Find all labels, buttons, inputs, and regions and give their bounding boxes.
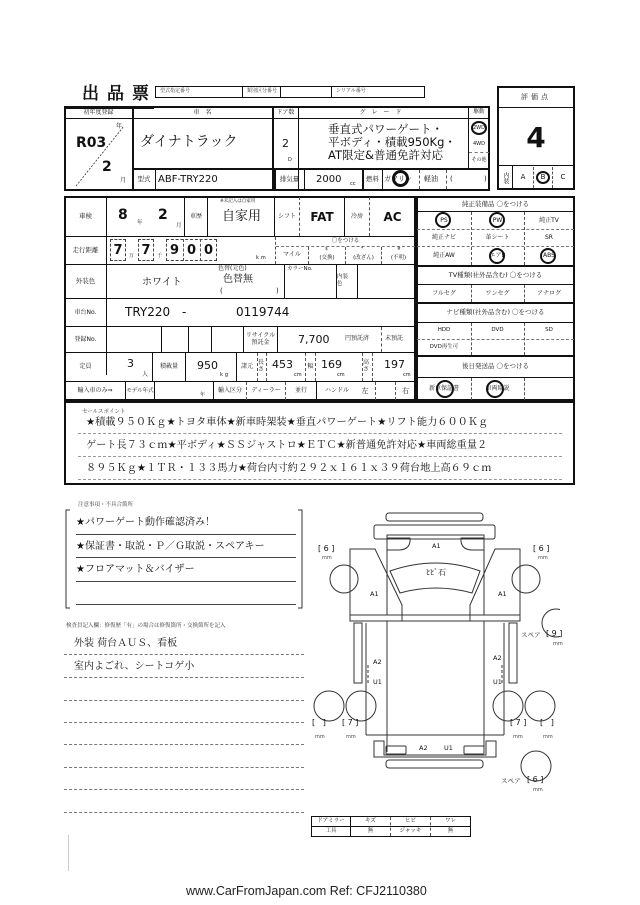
- chassis-dash: -: [182, 305, 187, 319]
- inspector-line-1: 外装 荷台ＡＵＳ、看板: [74, 638, 178, 649]
- model-label: 型式: [137, 175, 151, 184]
- first-reg-year: R03: [76, 135, 107, 151]
- load-value: 950: [197, 359, 218, 372]
- drive-sep: [469, 152, 489, 153]
- later-warranty-circle: [436, 380, 454, 398]
- interior-sep1: [533, 167, 534, 188]
- length-value: 453: [272, 358, 293, 371]
- damage-mark-a2-right: A2: [493, 654, 502, 662]
- sales-point-line-3: ８９５Ｋｇ★１ＴＲ・１３３馬力★荷台内寸約２９２ｘ１６１ｘ３９荷台地上高６９ｃｍ: [86, 463, 492, 474]
- exterior-color-label: 外装色: [75, 277, 96, 286]
- acc-break: ワレ: [444, 817, 456, 824]
- navi-hdd[interactable]: HDD: [437, 327, 451, 334]
- note-rule-1: [76, 534, 296, 535]
- note-line-2: ★保証書・取説・Ｐ／Ｇ取説・スペアキー: [76, 541, 265, 552]
- first-reg-label: 初年度登録: [83, 109, 114, 116]
- sales-point-line-1: ★積載９５０Ｋｇ★トヨタ車体★新車時架装★垂直パワーゲート★リフト能力６００Ｋｇ: [86, 417, 489, 428]
- damage-mark-a1-right: A1: [498, 590, 507, 598]
- vline-label-col: [106, 197, 107, 375]
- insp-rule-2: [64, 677, 304, 678]
- handle-label: ハンドル: [324, 387, 349, 394]
- acc-jack-label: ジャッキ: [399, 827, 422, 834]
- acc-crack: ヒビ: [404, 817, 416, 824]
- insp-rule-7: [64, 789, 304, 790]
- shift-label: シフト: [277, 212, 296, 220]
- sales-point-line-2: ゲート長７３ｃｍ★平ボディ★ＳＳジャストロ★ＥＴＣ★新普通免許対応★車両総重量２: [86, 440, 488, 451]
- tire-rear-right-outer-unit: mm: [543, 734, 553, 740]
- acc-door-mirror: ドアミラー: [317, 817, 345, 824]
- interior-label: 内装: [502, 171, 509, 184]
- vline-history-val: [207, 197, 208, 236]
- tire-spare-1-unit: mm: [553, 641, 563, 647]
- seats-value: 3: [127, 357, 134, 370]
- interior-option-a[interactable]: A: [520, 172, 526, 181]
- fuel-label: 燃料: [366, 175, 379, 184]
- load-unit: kg: [220, 372, 231, 378]
- fuel-option-diesel[interactable]: 軽油: [424, 175, 438, 183]
- month-unit: 月: [120, 177, 127, 184]
- left-rail: [354, 623, 362, 683]
- rear-light-left: [386, 746, 406, 754]
- equipment-sr[interactable]: SR: [545, 234, 553, 241]
- interior-divider: [498, 165, 574, 166]
- margin-mark: [68, 835, 69, 871]
- interior-selected-circle: [536, 171, 550, 184]
- length-unit: cm: [294, 372, 302, 378]
- insp-rule-5: [64, 744, 304, 745]
- shaken-month: 2: [158, 207, 168, 223]
- tire-front-left-depth: 6: [323, 544, 329, 553]
- front-left-wheel: [330, 565, 358, 593]
- acc-jack-value: 無: [447, 827, 454, 834]
- rear-right-outer-wheel: [525, 691, 555, 721]
- ac-label: 冷房: [350, 212, 363, 220]
- displacement-value: 2000: [316, 174, 342, 185]
- equipment-abs[interactable]: ABS: [543, 251, 555, 259]
- sales-rule-3: [78, 479, 562, 480]
- inspector-line-2: 室内よごれ、シートコゲ小: [74, 661, 195, 672]
- tire-rear-right-outer-bracket: [ ]: [540, 718, 554, 727]
- vline-import-2: [154, 382, 155, 400]
- tire-spare-1-bracket: [ 9 ]: [546, 629, 563, 638]
- tire-spare-2-bracket: [ 6 ]: [527, 775, 544, 784]
- year-unit: 年: [116, 123, 123, 130]
- tv-title: TV種類(社外品含む) 〇をつける: [448, 270, 543, 279]
- vline-fuel-label: [382, 169, 383, 190]
- drive-option-other[interactable]: その他: [471, 156, 487, 163]
- damage-mark-u1-right: U1: [493, 678, 502, 686]
- mileage-digit-2: 7: [141, 242, 151, 258]
- mileage-option-unknown-mark: #: [397, 247, 401, 252]
- tire-spare-2-unit: mm: [533, 787, 543, 793]
- doors-label: ドア数: [276, 109, 295, 116]
- exterior-color-value: ホワイト: [142, 277, 182, 288]
- later-title: 後日発送品 〇をつける: [461, 361, 530, 370]
- insp-rule-1: [64, 654, 304, 655]
- shaken-year: 8: [118, 207, 128, 223]
- later-manual[interactable]: 車両取説: [485, 385, 510, 392]
- equipment-navi[interactable]: 純正ナビ: [431, 234, 456, 241]
- car-name: ダイナトラック: [140, 134, 238, 150]
- insp-rule-4: [64, 722, 304, 723]
- dims-sep2: [266, 353, 267, 381]
- rear-bumper: [374, 741, 496, 757]
- equipment-tv[interactable]: 純正TV: [539, 216, 559, 224]
- category-box: [242, 86, 332, 98]
- mileage-unit-man: 万: [129, 253, 135, 259]
- registration-label: 登録No.: [74, 335, 97, 343]
- tire-rear-left-inner-unit: mm: [346, 734, 356, 740]
- mileage-unit-km: km: [256, 255, 268, 261]
- later-manual-circle: [486, 380, 504, 398]
- score-label: 評価点: [521, 92, 551, 101]
- grade-line-1: 垂直式パワーゲート・: [328, 122, 443, 136]
- model-year-unit: 年: [200, 392, 206, 398]
- history-value: 自家用: [222, 209, 262, 224]
- mileage-option-mile[interactable]: マイル: [283, 251, 301, 258]
- vline-disp-label: [304, 169, 305, 190]
- length-label: 長さ: [258, 359, 265, 373]
- recycle-unpaid[interactable]: 未預託: [385, 335, 404, 342]
- color-paren-close: ): [276, 287, 279, 295]
- tire-front-left-unit: mm: [322, 555, 332, 561]
- damage-mark-a1-front: A1: [432, 542, 441, 550]
- insp-rule-6: [64, 767, 304, 768]
- color-change-value: 色替無: [223, 274, 253, 285]
- reg-box1: [161, 327, 162, 352]
- mileage-unit-sen: 千: [157, 253, 163, 259]
- displacement-label: 排気量: [279, 175, 300, 184]
- later-v2: [524, 378, 525, 400]
- damage-mark-a2-rear: A2: [419, 744, 428, 752]
- score-divider: [498, 107, 574, 108]
- insp-rule-8: [64, 812, 304, 813]
- hline-r4: [65, 326, 415, 327]
- tire-spare-1-depth: 9: [551, 629, 557, 638]
- mileage-circle-note: 〇をつける: [331, 237, 360, 244]
- hline-r3: [65, 298, 415, 299]
- category-label: 類別区分番号: [247, 88, 278, 94]
- tv-fullseg[interactable]: フルセグ: [432, 289, 456, 297]
- fuel-sep1: [419, 170, 420, 189]
- note-line-1: ★パワーゲート動作確認済み！: [76, 517, 215, 528]
- import-label: 輸入車のみ⇒: [77, 387, 113, 394]
- first-reg-month: 2: [102, 159, 112, 175]
- type-designation-label: 型式指定番号: [160, 88, 191, 94]
- mileage-option-tamper[interactable]: (改ざん): [353, 254, 374, 261]
- equipment-airbag-circle: [489, 248, 505, 264]
- damage-mark-chip: ﾋﾋﾞ石: [426, 568, 446, 577]
- note-line-3: ★フロアマット＆バイザー: [76, 564, 195, 575]
- width-unit: cm: [337, 372, 345, 378]
- rear-right-inner-wheel: [493, 691, 523, 721]
- grade-line-3: AT限定&普通免許対応: [328, 148, 443, 162]
- grade-label: グレード: [359, 109, 408, 116]
- drive-label: 駆動: [473, 109, 485, 116]
- color-paren-open: (: [220, 287, 223, 295]
- tire-spare-2-depth: 6: [532, 775, 538, 784]
- navi-title: ナビ種類(社外品含む) 〇をつける: [446, 308, 545, 317]
- color-change-label: 色替(元色): [218, 265, 247, 272]
- dims-sep4: [315, 353, 316, 381]
- equipment-ps[interactable]: PS: [440, 216, 448, 224]
- reg-box3: [211, 327, 212, 352]
- damage-mark-u1-rear: U1: [444, 744, 453, 752]
- inspector-label: 検査員記入欄：修復歴「有」の場合は修復箇所・交換箇所を記入: [66, 623, 226, 629]
- handle-sep1: [375, 382, 376, 400]
- rear-left-outer-wheel: [314, 691, 344, 721]
- history-note: ※未記入は自家用: [220, 199, 256, 204]
- tire-front-right-depth: 6: [538, 544, 544, 553]
- tv-analog[interactable]: アナログ: [536, 289, 561, 297]
- damage-mark-a1-left: A1: [370, 590, 379, 598]
- sales-points-label: セールスポイント: [82, 409, 126, 415]
- vline-model-label: [155, 169, 156, 190]
- tire-rear-left-outer-bracket: [ ]: [312, 718, 326, 727]
- equipment-leather[interactable]: 革シート: [485, 234, 510, 241]
- vline-intcolor-val: [357, 265, 358, 298]
- shaken-month-unit: 月: [176, 223, 182, 229]
- history-label: 車歴: [189, 212, 202, 220]
- fuel-other-open[interactable]: (: [450, 175, 453, 183]
- mileage-digit-4: 0: [186, 242, 197, 258]
- equipment-aw[interactable]: 純正AW: [433, 251, 455, 259]
- tire-rear-left-inner-depth: 7: [347, 718, 353, 727]
- shaken-year-unit: 年: [137, 220, 143, 226]
- equipment-pw-circle: [489, 212, 505, 228]
- later-warranty[interactable]: 新車保証書: [428, 385, 459, 392]
- import-type-label: 輸入区分: [217, 387, 242, 394]
- fuel-other-close: ): [484, 175, 487, 183]
- sales-rule-2: [78, 456, 562, 457]
- tv-oneseg[interactable]: ワンセグ: [485, 289, 510, 297]
- serial-box: [331, 86, 425, 98]
- insp-rule-3: [64, 700, 304, 701]
- grade-line-2: 平ボディ・積載950Kg・: [328, 135, 456, 149]
- front-bumper: [386, 513, 483, 521]
- chassis-label: 車台No.: [74, 308, 97, 316]
- tire-rear-right-inner-unit: mm: [513, 734, 523, 740]
- import-parallel[interactable]: 並行: [294, 387, 307, 394]
- acc-tools-value: 無: [367, 827, 374, 834]
- recycle-amount: 7,700: [298, 333, 330, 346]
- reg-box2: [188, 327, 189, 352]
- shift-value: FAT: [310, 209, 334, 224]
- mileage-digit-5: 0: [203, 242, 214, 258]
- note-rule-3: [76, 581, 296, 582]
- vline-recycle: [277, 327, 278, 352]
- height-unit: cm: [403, 372, 411, 378]
- width-label: 幅: [307, 363, 314, 370]
- drive-option-2wd[interactable]: 2WD: [473, 124, 485, 131]
- spare-2-label: スペア: [501, 777, 521, 785]
- note-rule-4: [76, 604, 296, 605]
- mileage-option-exchange-mark: $: [325, 247, 328, 252]
- acc-tools-label: 工具: [325, 827, 337, 834]
- car-name-label: 車 名: [193, 109, 212, 116]
- cab-corner-left: [387, 538, 410, 550]
- fuel-option-gasoline[interactable]: ガソリン: [384, 175, 412, 183]
- mileage-digit-1: 7: [113, 242, 123, 258]
- note-rule-2: [76, 557, 296, 558]
- equipment-abs-circle: [540, 248, 556, 264]
- tire-rear-right-inner-depth: 7: [515, 718, 521, 727]
- vline-load-val: [185, 353, 186, 381]
- spare-1-label: スペア: [521, 631, 541, 639]
- hline-labels: [65, 118, 489, 119]
- cab-back: [350, 615, 520, 621]
- tire-front-right-bracket: [ 6 ]: [533, 544, 550, 553]
- interior-option-c[interactable]: C: [560, 172, 566, 181]
- sales-rule-1: [78, 433, 562, 434]
- drive-selected-circle: [471, 121, 487, 135]
- recycle-sep: [381, 327, 382, 352]
- fuel-selected-circle: [392, 170, 409, 187]
- model-value: ABF-TRY220: [158, 174, 218, 185]
- tire-rear-left-outer-unit: mm: [315, 734, 325, 740]
- recycle-paid[interactable]: 円預託済: [345, 335, 370, 342]
- damage-mark-a2-left: A2: [373, 658, 382, 666]
- interior-option-b[interactable]: B: [540, 172, 546, 181]
- right-rail: [509, 623, 517, 683]
- mileage-option-exchange[interactable]: (交換): [319, 254, 335, 261]
- equipment-ps-circle: [435, 212, 451, 228]
- sheet-title: 出品票: [82, 84, 157, 104]
- handle-left[interactable]: 左: [361, 386, 369, 395]
- mileage-option-unknown[interactable]: (不明): [390, 254, 407, 261]
- displacement-unit: cc: [350, 181, 356, 187]
- navi-dvd[interactable]: DVD: [491, 327, 504, 334]
- front-grille: [374, 525, 495, 539]
- hline-model: [133, 168, 489, 170]
- interior-vline: [512, 166, 513, 189]
- front-right-wheel: [512, 565, 540, 593]
- model-year-label: モデル年式: [126, 387, 154, 394]
- notes-label: 注意事項・不具合箇所: [78, 502, 134, 508]
- color-no-label: カラーNo.: [287, 266, 313, 272]
- fuel-sep2: [446, 170, 447, 189]
- handle-right[interactable]: 右: [402, 386, 409, 395]
- footer-watermark[interactable]: www.CarFromJapan.com Ref: CFJ2110380: [186, 884, 427, 898]
- chassis-prefix: TRY220: [125, 305, 171, 319]
- vehicle-diagram: [300, 505, 563, 805]
- recycle-label: リサイクル預託金: [245, 331, 276, 346]
- rear-step: [386, 760, 483, 768]
- right-door: [470, 549, 520, 621]
- seats-label: 定員: [79, 363, 92, 370]
- equipment-title: 純正装備品 〇をつける: [461, 199, 530, 208]
- doors-unit: D: [288, 157, 292, 163]
- vline-colorno: [284, 265, 285, 298]
- equipment-pw[interactable]: PW: [492, 216, 503, 224]
- dims-label: 諸元: [240, 363, 253, 370]
- mileage-label: 走行距離: [72, 246, 99, 255]
- doors-value: 2: [282, 137, 289, 150]
- shaken-label: 車検: [79, 212, 92, 221]
- left-door: [350, 549, 402, 621]
- chassis-number: 0119744: [236, 305, 290, 319]
- navi-dvd-playback[interactable]: DVD再生可: [429, 343, 459, 350]
- ac-value: AC: [383, 209, 402, 224]
- width-value: 169: [321, 358, 342, 371]
- import-dealer[interactable]: ディーラー: [251, 387, 281, 394]
- serial-label: シリアル番号: [336, 88, 366, 94]
- tire-front-left-bracket: [ 6 ]: [318, 544, 335, 553]
- cab-corner-right: [461, 538, 484, 550]
- drive-option-4wd[interactable]: 4WD: [473, 140, 485, 147]
- height-label: 高さ: [363, 359, 370, 373]
- seats-unit: 人: [142, 371, 149, 378]
- damage-mark-u1-left: U1: [373, 678, 382, 686]
- navi-sd[interactable]: SD: [545, 327, 553, 334]
- interior-sep2: [552, 167, 553, 188]
- tire-rear-right-inner-bracket: [ 7 ]: [510, 718, 527, 727]
- tire-front-right-unit: mm: [538, 555, 548, 561]
- load-label: 積載量: [159, 363, 178, 370]
- tire-rear-left-inner-bracket: [ 7 ]: [342, 718, 359, 727]
- rear-left-inner-wheel: [346, 691, 376, 721]
- dims-sep6: [372, 353, 373, 381]
- score-value: 4: [526, 121, 546, 154]
- interior-color-label: 内装色: [337, 274, 349, 287]
- mileage-option-tamper-mark: *: [361, 247, 364, 252]
- rear-light-right: [464, 746, 484, 754]
- mileage-digit-3: 9: [169, 242, 180, 258]
- height-value: 197: [384, 358, 405, 371]
- acc-scratch: キズ: [365, 817, 376, 824]
- equipment-airbag[interactable]: エアB: [489, 251, 506, 259]
